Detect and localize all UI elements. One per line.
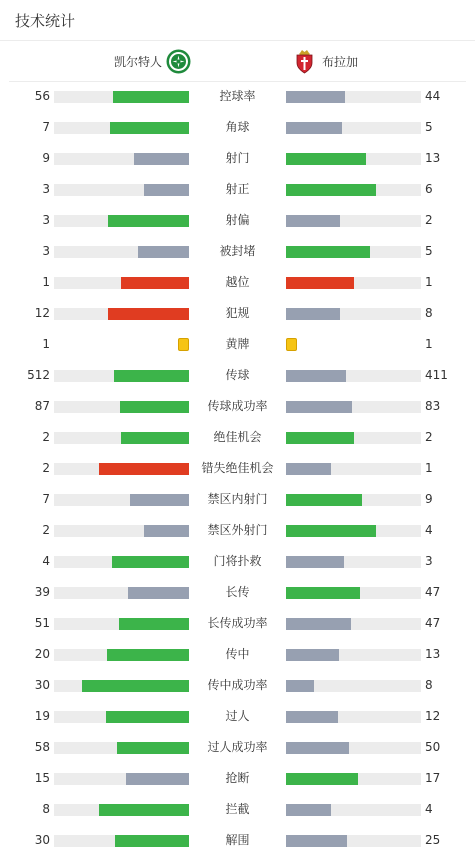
away-value: 5 (425, 120, 433, 134)
home-bar-track (54, 711, 189, 723)
home-value: 4 (42, 554, 50, 568)
stat-row (0, 453, 475, 484)
away-value: 13 (425, 151, 441, 165)
away-bar-fill (286, 618, 351, 630)
home-bar-fill (108, 215, 189, 227)
away-bar-fill (286, 649, 339, 661)
home-value: 2 (42, 430, 50, 444)
home-bar-fill (126, 773, 189, 785)
stat-row (0, 422, 475, 453)
home-value: 87 (34, 399, 50, 413)
home-value: 2 (42, 523, 50, 537)
away-bar-track (286, 122, 421, 134)
away-bar-fill (286, 835, 347, 847)
away-bar-fill (286, 494, 362, 506)
away-bar-track (286, 246, 421, 258)
away-bar-track (286, 587, 421, 599)
away-bar-track (286, 742, 421, 754)
home-bar-fill (121, 277, 189, 289)
away-bar-fill (286, 742, 349, 754)
home-bar-fill (113, 91, 189, 103)
home-bar-track (54, 184, 189, 196)
home-bar-fill (128, 587, 189, 599)
stat-row (0, 143, 475, 174)
away-bar-fill (286, 773, 358, 785)
away-value: 17 (425, 771, 441, 785)
away-bar-track (286, 556, 421, 568)
home-bar-track (54, 463, 189, 475)
stat-label: 射正 (225, 182, 250, 196)
stat-label: 禁区外射门 (207, 523, 268, 537)
home-bar-fill (138, 246, 189, 258)
away-value: 1 (425, 461, 433, 475)
home-value: 12 (34, 306, 50, 320)
stat-row (0, 763, 475, 794)
stat-label: 过人 (225, 709, 250, 723)
away-value: 44 (425, 89, 441, 103)
stat-label: 禁区内射门 (207, 492, 268, 506)
home-bar-track (54, 246, 189, 258)
stat-label: 射门 (225, 151, 250, 165)
stat-label: 长传 (225, 585, 250, 599)
away-bar-track (286, 308, 421, 320)
away-bar-track (286, 401, 421, 413)
away-bar-fill (286, 153, 366, 165)
home-bar-track (54, 277, 189, 289)
team-header (9, 41, 466, 82)
stat-row (0, 236, 475, 267)
home-bar-fill (108, 308, 189, 320)
away-bar-fill (286, 122, 342, 134)
away-bar-fill (286, 401, 352, 413)
away-value: 8 (425, 678, 433, 692)
home-value: 19 (34, 709, 50, 723)
stat-label: 错失绝佳机会 (201, 461, 274, 475)
stat-row (0, 391, 475, 422)
stat-row (0, 701, 475, 732)
home-bar-track (54, 122, 189, 134)
away-value: 8 (425, 306, 433, 320)
stat-row (0, 112, 475, 143)
away-bar-fill (286, 308, 340, 320)
away-value: 2 (425, 430, 433, 444)
home-bar-fill (114, 370, 189, 382)
stat-row (0, 267, 475, 298)
away-value: 9 (425, 492, 433, 506)
away-bar-fill (286, 525, 376, 537)
home-value: 7 (42, 492, 50, 506)
away-value: 83 (425, 399, 441, 413)
away-bar-track (286, 91, 421, 103)
stat-label: 长传成功率 (207, 616, 268, 630)
away-yellow-card-icon (286, 338, 297, 351)
away-bar-fill (286, 556, 344, 568)
home-bar-track (54, 91, 189, 103)
away-bar-fill (286, 246, 370, 258)
away-bar-track (286, 432, 421, 444)
home-value: 7 (42, 120, 50, 134)
away-bar-track (286, 649, 421, 661)
away-bar-fill (286, 711, 338, 723)
away-value: 4 (425, 523, 433, 537)
away-bar-fill (286, 680, 314, 692)
away-bar-track (286, 184, 421, 196)
home-bar-track (54, 618, 189, 630)
braga-crest-icon (292, 49, 317, 74)
home-value: 30 (34, 833, 50, 847)
away-bar-fill (286, 432, 354, 444)
stat-label: 门将扑救 (213, 554, 262, 568)
home-team-name: 凯尔特人 (113, 55, 162, 69)
home-value: 51 (34, 616, 50, 630)
stat-row (0, 825, 475, 856)
home-bar-track (54, 370, 189, 382)
away-bar-track (286, 618, 421, 630)
home-bar-track (54, 835, 189, 847)
home-value: 8 (42, 802, 50, 816)
away-value: 1 (425, 275, 433, 289)
stat-label: 传中成功率 (207, 678, 268, 692)
stat-label: 绝佳机会 (213, 430, 262, 444)
stat-row (0, 732, 475, 763)
stat-row (0, 360, 475, 391)
away-value: 50 (425, 740, 441, 754)
away-bar-fill (286, 91, 345, 103)
away-value: 47 (425, 585, 441, 599)
home-bar-fill (106, 711, 189, 723)
stat-label: 抢断 (225, 771, 250, 785)
away-team-name: 布拉加 (322, 55, 359, 69)
home-bar-track (54, 804, 189, 816)
home-bar-track (54, 215, 189, 227)
away-value: 4 (425, 802, 433, 816)
home-bar-fill (144, 525, 189, 537)
away-bar-track (286, 153, 421, 165)
away-bar-track (286, 494, 421, 506)
home-bar-track (54, 432, 189, 444)
away-value: 25 (425, 833, 441, 847)
home-value: 56 (34, 89, 50, 103)
away-value: 411 (425, 368, 448, 382)
away-bar-fill (286, 277, 354, 289)
away-bar-track (286, 804, 421, 816)
celtic-crest-icon (166, 49, 191, 74)
home-bar-track (54, 742, 189, 754)
home-bar-fill (110, 122, 189, 134)
home-value: 58 (34, 740, 50, 754)
stat-row (0, 515, 475, 546)
stat-row (0, 174, 475, 205)
away-value: 2 (425, 213, 433, 227)
home-value: 1 (42, 337, 50, 351)
home-value: 30 (34, 678, 50, 692)
home-value: 3 (42, 244, 50, 258)
home-bar-track (54, 587, 189, 599)
stat-label: 拦截 (225, 802, 250, 816)
away-value: 5 (425, 244, 433, 258)
stat-row (0, 608, 475, 639)
stat-label: 射偏 (225, 213, 250, 227)
away-bar-fill (286, 370, 346, 382)
home-value: 9 (42, 151, 50, 165)
stat-label: 过人成功率 (207, 740, 268, 754)
home-bar-fill (130, 494, 189, 506)
home-bar-fill (115, 835, 189, 847)
home-bar-track (54, 308, 189, 320)
stat-row (0, 639, 475, 670)
stat-row (0, 577, 475, 608)
away-bar-track (286, 711, 421, 723)
stat-row (0, 298, 475, 329)
home-bar-track (54, 494, 189, 506)
stat-label: 犯规 (225, 306, 250, 320)
stat-row (0, 81, 475, 112)
stat-row (0, 546, 475, 577)
home-bar-fill (99, 804, 189, 816)
stat-label: 传中 (225, 647, 250, 661)
stat-label: 角球 (225, 120, 250, 134)
away-value: 6 (425, 182, 433, 196)
stat-label: 黄牌 (225, 337, 250, 351)
away-bar-fill (286, 215, 340, 227)
home-bar-fill (117, 742, 189, 754)
home-bar-track (54, 773, 189, 785)
away-value: 3 (425, 554, 433, 568)
away-bar-track (286, 773, 421, 785)
away-bar-track (286, 525, 421, 537)
away-bar-track (286, 215, 421, 227)
away-value: 13 (425, 647, 441, 661)
stat-label: 越位 (225, 275, 250, 289)
stat-row (0, 670, 475, 701)
away-bar-fill (286, 184, 376, 196)
stat-row (0, 329, 475, 360)
home-bar-track (54, 649, 189, 661)
home-value: 15 (34, 771, 50, 785)
home-value: 39 (34, 585, 50, 599)
home-value: 512 (27, 368, 50, 382)
home-bar-fill (107, 649, 189, 661)
home-bar-fill (82, 680, 189, 692)
home-value: 1 (42, 275, 50, 289)
stat-row (0, 794, 475, 825)
home-value: 3 (42, 213, 50, 227)
home-bar-track (54, 401, 189, 413)
away-bar-track (286, 680, 421, 692)
stat-label: 控球率 (219, 89, 256, 103)
home-value: 20 (34, 647, 50, 661)
stats-header (0, 0, 475, 41)
away-value: 1 (425, 337, 433, 351)
stat-label: 传球 (225, 368, 250, 382)
home-bar-fill (99, 463, 189, 475)
home-value: 3 (42, 182, 50, 196)
home-bar-fill (134, 153, 189, 165)
home-bar-track (54, 680, 189, 692)
away-bar-track (286, 835, 421, 847)
page-title: 技术统计 (15, 11, 76, 30)
away-value: 12 (425, 709, 441, 723)
away-bar-track (286, 277, 421, 289)
home-bar-fill (119, 618, 189, 630)
stat-label: 解围 (225, 833, 250, 847)
home-team[interactable] (114, 41, 191, 82)
home-bar-fill (144, 184, 189, 196)
away-value: 47 (425, 616, 441, 630)
home-value: 2 (42, 461, 50, 475)
stat-label: 传球成功率 (207, 399, 268, 413)
home-bar-track (54, 153, 189, 165)
stat-row (0, 484, 475, 515)
away-bar-fill (286, 587, 360, 599)
stat-label: 被封堵 (219, 244, 256, 258)
away-bar-fill (286, 463, 331, 475)
home-bar-track (54, 525, 189, 537)
stat-row (0, 205, 475, 236)
away-bar-track (286, 463, 421, 475)
home-bar-track (54, 556, 189, 568)
away-bar-track (286, 370, 421, 382)
home-bar-fill (121, 432, 189, 444)
home-bar-fill (112, 556, 189, 568)
home-yellow-card-icon (178, 338, 189, 351)
away-bar-fill (286, 804, 331, 816)
home-bar-fill (120, 401, 189, 413)
away-team[interactable] (292, 41, 358, 82)
